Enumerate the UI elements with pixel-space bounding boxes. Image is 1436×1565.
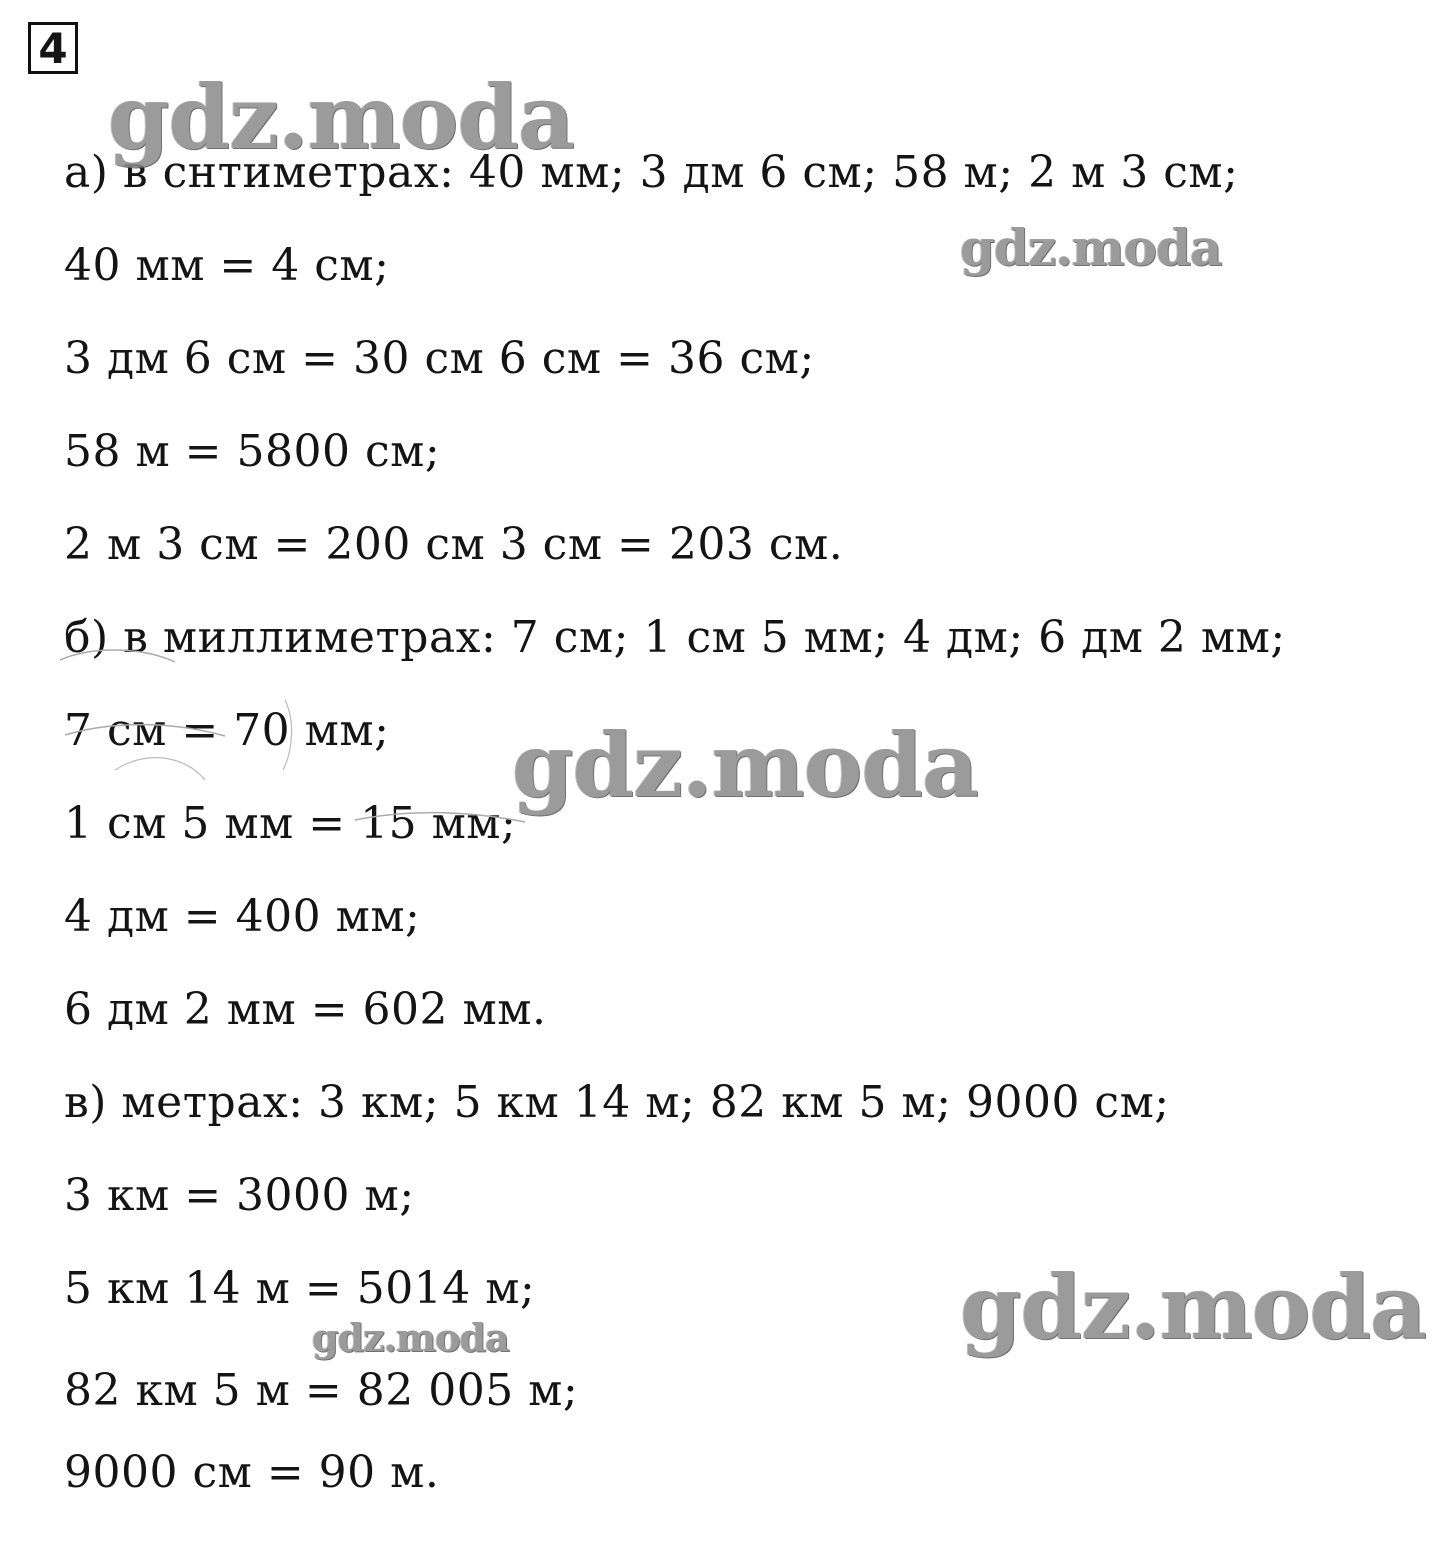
text-line-section-a-header: а) в снтиметрах: 40 мм; 3 дм 6 см; 58 м; 2 м 3 см; (64, 147, 1239, 198)
text-line: 6 дм 2 мм = 602 мм. (64, 984, 547, 1035)
text-line: 3 км = 3000 м; (64, 1170, 415, 1221)
watermark-logo: gdz.moda (108, 65, 575, 169)
text-line: 82 км 5 м = 82 005 м; (64, 1365, 579, 1416)
text-line-section-b-header: б) в миллиметрах: 7 см; 1 см 5 мм; 4 дм; 6 дм 2 мм; (64, 612, 1286, 663)
text-line: 58 м = 5800 см; (64, 426, 441, 477)
watermark-logo: gdz.moda (960, 218, 1222, 277)
text-line: 9000 см = 90 м. (64, 1447, 440, 1498)
text-line: 40 мм = 4 см; (64, 240, 390, 291)
text-line: 2 м 3 см = 200 см 3 см = 203 см. (64, 519, 844, 570)
watermark-logo: gdz.moda (512, 713, 979, 817)
watermark-logo: gdz.moda (960, 1255, 1427, 1359)
watermark-logo: gdz.moda (312, 1315, 509, 1360)
text-line: 7 см = 70 мм; (64, 705, 390, 756)
text-line: 1 см 5 мм = 15 мм; (64, 798, 517, 849)
text-line-section-v-header: в) метрах: 3 км; 5 км 14 м; 82 км 5 м; 9000 см; (64, 1077, 1170, 1128)
task-number-box: 4 (28, 22, 78, 74)
text-line: 3 дм 6 см = 30 см 6 см = 36 см; (64, 333, 815, 384)
text-line: 4 дм = 400 мм; (64, 891, 421, 942)
text-line: 5 км 14 м = 5014 м; (64, 1263, 536, 1314)
